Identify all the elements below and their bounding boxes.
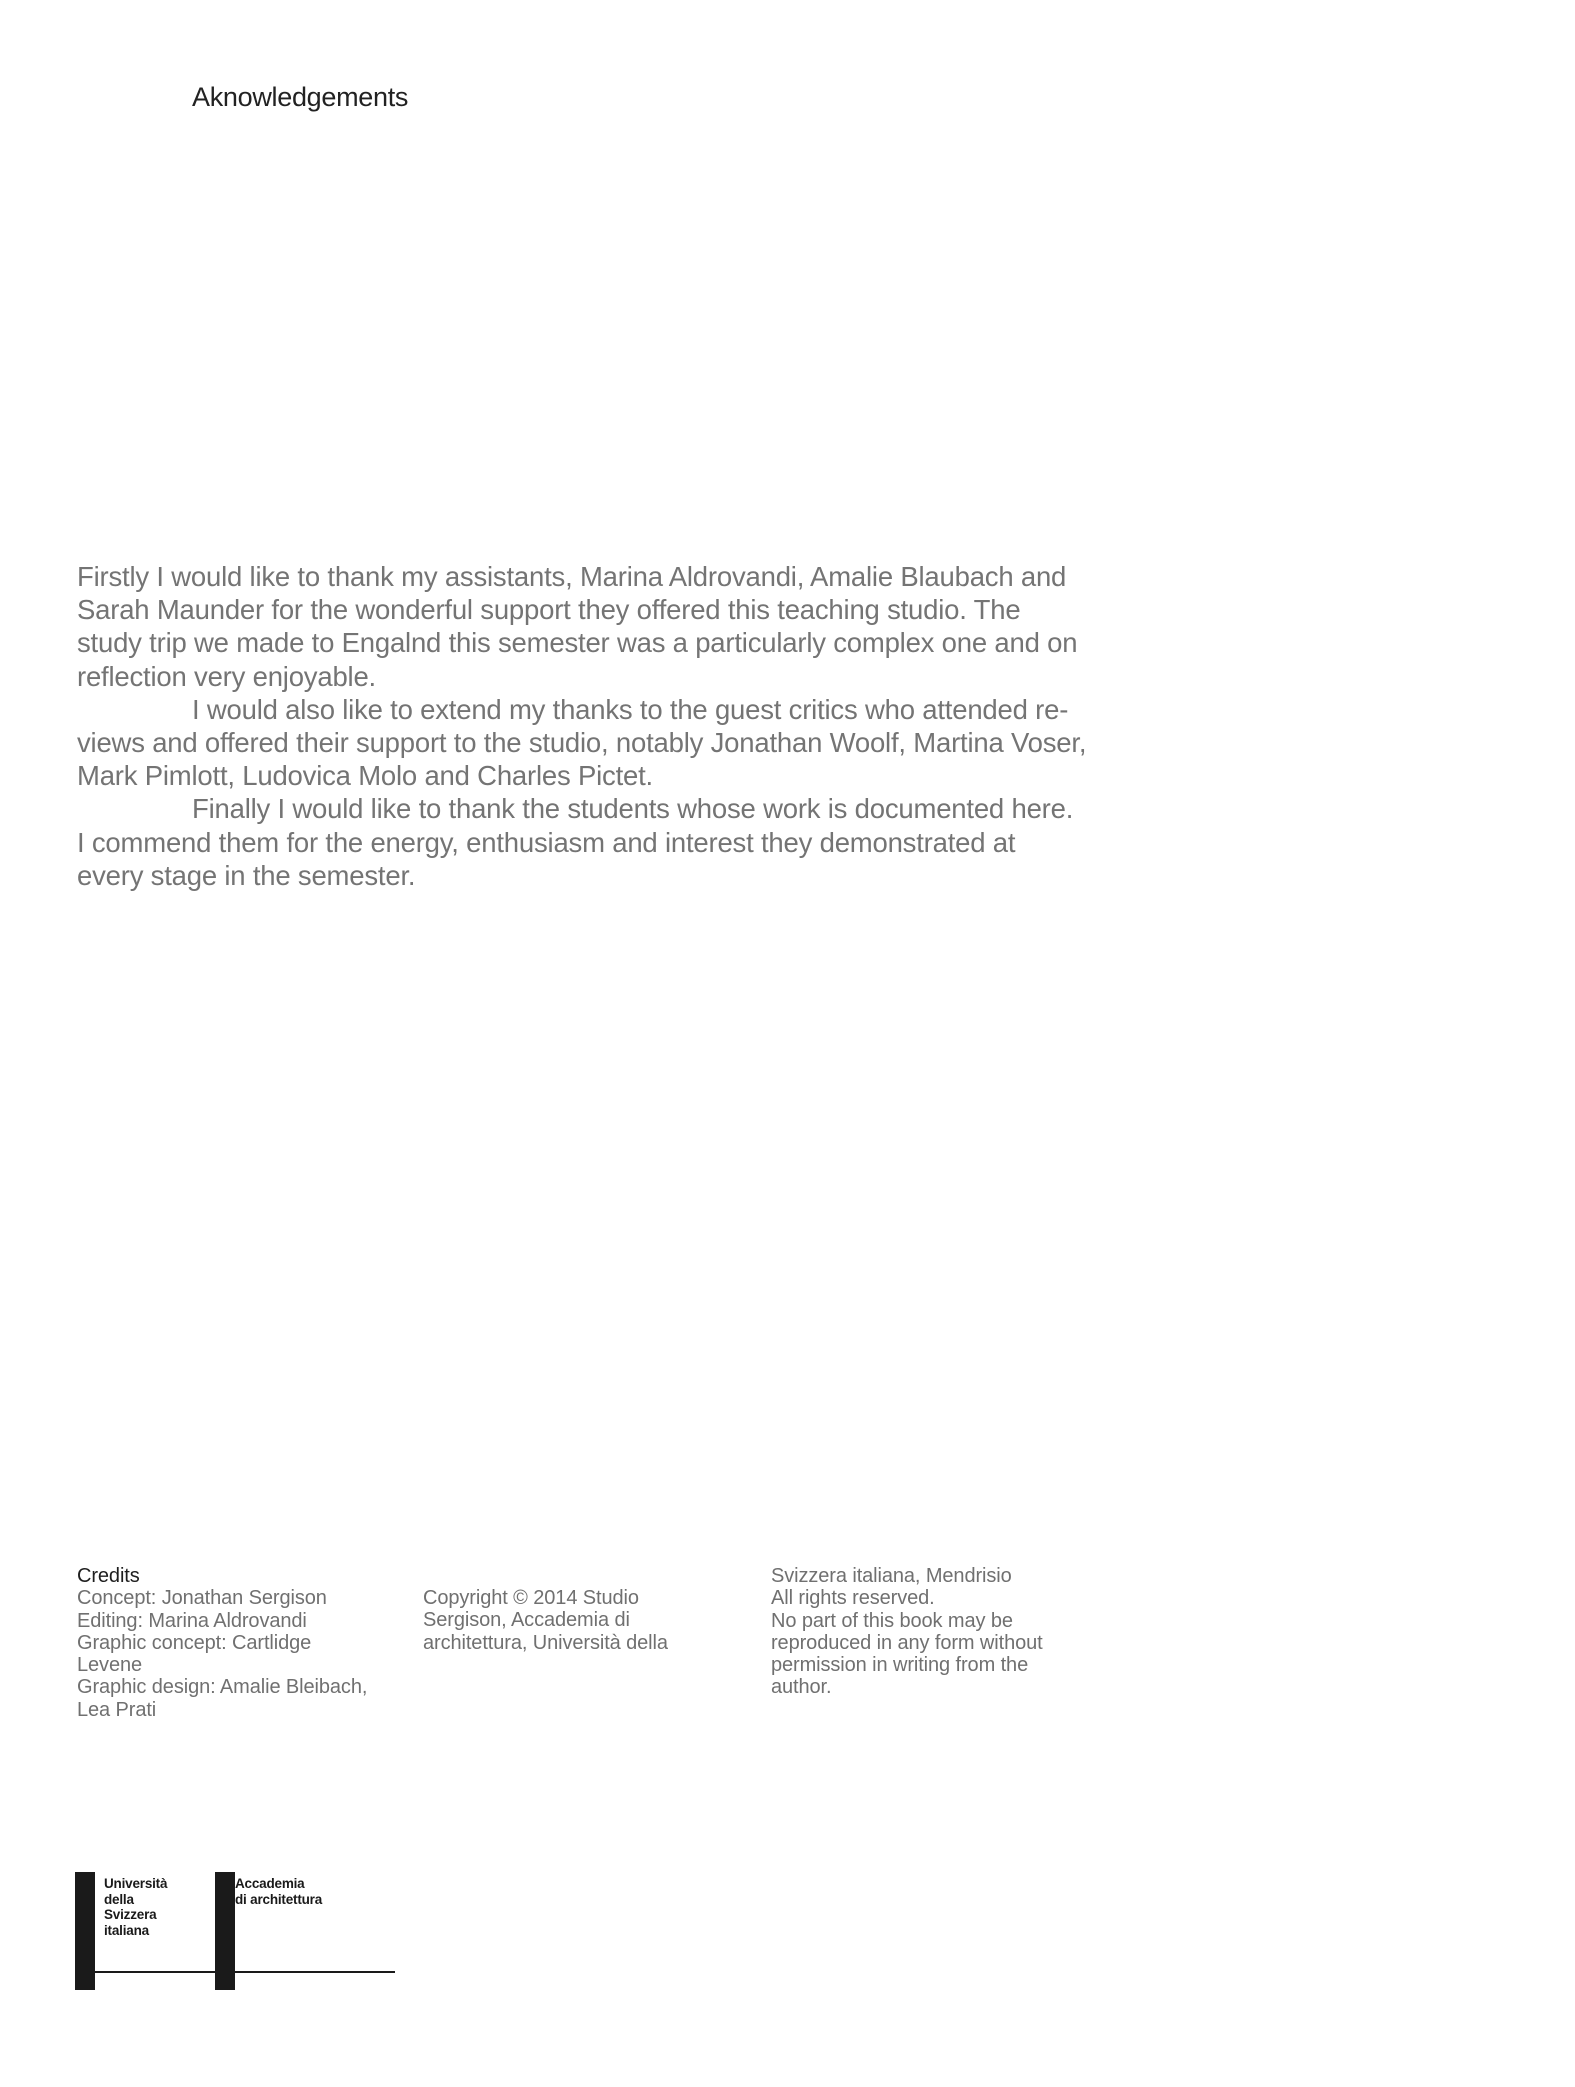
logo-baseline-rule — [95, 1971, 395, 1973]
copyright-line: Sergison, Accademia di — [423, 1609, 630, 1632]
credits-line: Levene — [77, 1654, 143, 1677]
rights-line: permission in writing from the — [771, 1654, 1029, 1677]
credits-line: Graphic concept: Cartlidge — [77, 1631, 312, 1654]
credits-column-1 — [77, 1565, 397, 1721]
acknowledgements-body — [77, 560, 1087, 892]
academy-logo-text — [235, 1876, 322, 1907]
paragraph-assistants: Firstly I would like to thank my assistants, Marina Aldrovandi, Amalie Blaubach and Sarah Maunder for the wonderful support they offered this teaching studio. The study trip we made to Engalnd this semester was a particularly complex one and on reflection very enjoyable. — [77, 561, 1078, 692]
credits-heading: Credits — [77, 1565, 140, 1587]
logo-text-line: Svizzera — [104, 1907, 157, 1922]
rights-line: reproduced in any form without — [771, 1631, 1043, 1654]
credits-line: Concept: Jonathan Sergison — [77, 1587, 327, 1610]
credits-line: Graphic design: Amalie Bleibach, — [77, 1676, 368, 1699]
copyright-line: architettura, Università della — [423, 1631, 668, 1654]
logo-text-line: Università — [104, 1876, 168, 1891]
university-logo-text — [104, 1876, 167, 1938]
paragraph-guest-critics: I would also like to extend my thanks to the guest critics who attended re-views and offered their support to the studio, notably Jonathan Woolf, Martina Voser, Mark Pimlott, Ludovica Molo and Charles Pictet. — [77, 693, 1087, 792]
rights-line: Svizzera italiana, Mendrisio — [771, 1565, 1012, 1587]
logo-bar-left — [75, 1872, 95, 1990]
rights-line: No part of this book may be — [771, 1609, 1013, 1632]
credits-line: Editing: Marina Aldrovandi — [77, 1609, 307, 1632]
copyright-line: Copyright © 2014 Studio — [423, 1587, 639, 1609]
credits-line: Lea Prati — [77, 1698, 157, 1721]
logo-text-line: di architettura — [235, 1891, 323, 1907]
institution-logo — [75, 1872, 395, 1992]
credits-column-3 — [771, 1565, 1091, 1699]
logo-text-line: Accademia — [235, 1876, 305, 1891]
rights-line: author. — [771, 1676, 832, 1699]
rights-line: All rights reserved. — [771, 1587, 935, 1610]
logo-text-line: italiana — [104, 1922, 149, 1938]
paragraph-students: Finally I would like to thank the students whose work is documented here. I commend them for the energy, enthusiasm and interest they demonstrated at every stage in the semester. — [77, 793, 1074, 891]
logo-text-line: della — [104, 1891, 134, 1907]
credits-column-2 — [423, 1587, 723, 1654]
page-title: Aknowledgements — [192, 82, 409, 112]
